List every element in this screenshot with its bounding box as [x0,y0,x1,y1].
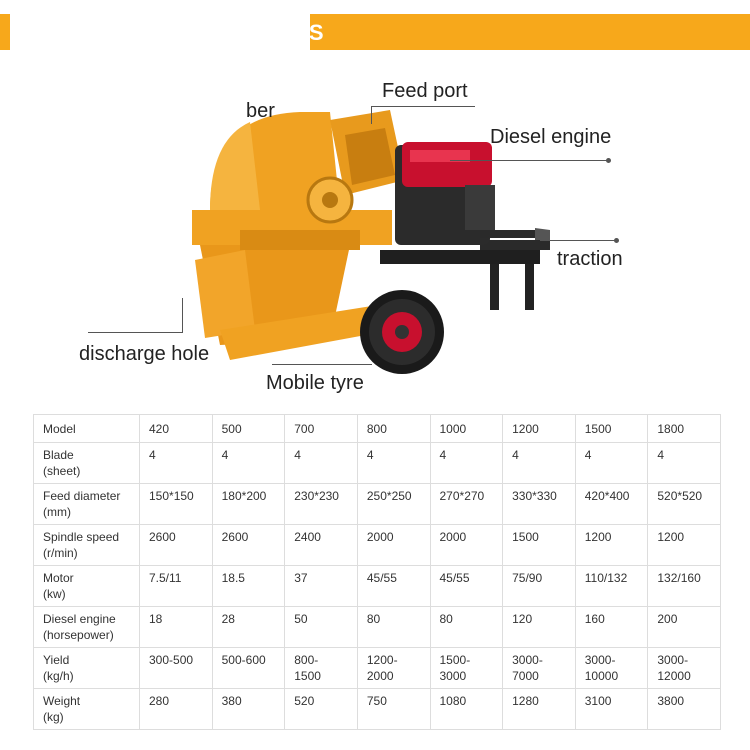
callout-line-diesel-engine [450,160,608,161]
cell-line: 45/55 [366,571,397,585]
table-cell [140,607,213,648]
table-cell [212,484,285,525]
table-cell [648,525,721,566]
table-row [34,484,721,525]
table-cell [140,415,213,443]
cell-line: 150*150 [149,489,194,503]
spec-table [33,414,721,730]
cell-line: 420 [149,422,170,436]
table-cell [503,443,576,484]
cell-line: 4 [439,448,447,462]
cell-line: 12000 [657,669,691,683]
table-cell [430,566,503,607]
cell-line: 160 [584,612,605,626]
table-cell [140,689,213,730]
table-cell [503,607,576,648]
row-header [34,484,140,525]
callout-mobile-tyre: Mobile tyre [266,372,364,394]
table-cell [285,566,358,607]
cell-line: 3100 [584,694,612,708]
table-cell [503,484,576,525]
cell-line: 800 [366,422,387,436]
row-header-line2: (kg/h) [43,669,74,683]
row-header [34,648,140,689]
callout-dot-traction [614,238,619,243]
cell-line: 330*330 [512,489,557,503]
table-cell [357,566,430,607]
row-header-line1: Spindle speed [43,530,120,544]
table-cell [357,648,430,689]
cell-line: 230*230 [294,489,339,503]
table-cell [430,484,503,525]
table-cell [648,566,721,607]
callout-partial-label: ber [246,100,275,122]
cell-line: 500 [221,422,242,436]
cell-line: 1280 [512,694,539,708]
cell-line: 700 [294,422,315,436]
row-header-line2: (sheet) [43,464,81,478]
callout-line-feed-port-vertical [371,106,372,124]
cell-line: 200 [657,612,678,626]
cell-line: 520*520 [657,489,703,503]
cell-line: 380 [221,694,242,708]
banner-white-block [10,14,310,50]
row-header-line2: (kw) [43,587,66,601]
cell-line: 1500 [584,422,612,436]
cell-line: 2600 [221,530,249,544]
table-row [34,415,721,443]
table-cell [575,525,648,566]
cell-line: 500-600 [221,653,266,667]
cell-line: 7.5/11 [149,571,182,585]
table-cell [140,566,213,607]
row-header-line2: (r/min) [43,546,78,560]
table-cell [648,415,721,443]
callout-dot-diesel-engine [606,158,611,163]
cell-line: 4 [584,448,592,462]
row-header [34,443,140,484]
table-cell [648,443,721,484]
row-header-line1: Diesel engine [43,612,116,626]
cell-line: 1200 [657,530,685,544]
callout-line-mobile-tyre [272,364,372,365]
cell-line: 4 [221,448,229,462]
cell-line: 1200 [584,530,612,544]
table-cell [430,525,503,566]
table-cell [285,443,358,484]
cell-line: 4 [512,448,519,462]
table-cell [430,607,503,648]
cell-line: 2000 [366,530,394,544]
cell-line: 1500- [439,653,471,667]
table-cell [575,607,648,648]
cell-line: 7000 [512,669,539,683]
cell-line: 4 [149,448,156,462]
table-cell [212,415,285,443]
table-cell [575,689,648,730]
cell-line: 1800 [657,422,685,436]
callout-traction: traction [557,248,623,270]
cell-line: 75/90 [512,571,543,585]
table-cell [575,484,648,525]
callout-line-traction [540,240,616,241]
cell-line: 4 [657,448,665,462]
table-cell [285,415,358,443]
table-cell [285,484,358,525]
cell-line: 4 [294,448,301,462]
row-header [34,415,140,443]
table-cell [503,566,576,607]
cell-line: 18 [149,612,163,626]
cell-line: 1000 [439,422,467,436]
cell-line: 110/132 [584,571,628,585]
cell-line: 1200 [512,422,539,436]
table-row [34,525,721,566]
table-cell [575,648,648,689]
table-row [34,566,721,607]
cell-line: 132/160 [657,571,701,585]
cell-line: 2600 [149,530,176,544]
cell-line: 3000- [512,653,543,667]
table-row [34,607,721,648]
table-cell [430,648,503,689]
table-cell [575,566,648,607]
cell-line: 80 [439,612,453,626]
table-cell [140,525,213,566]
table-cell [430,443,503,484]
table-cell [285,648,358,689]
cell-line: 18.5 [221,571,245,585]
callout-discharge-hole: discharge hole [79,343,210,365]
table-cell [357,689,430,730]
callout-line-feed-port [371,106,475,107]
cell-line: 800- [294,653,319,667]
table-cell [503,648,576,689]
row-header-line1: Motor [43,571,74,585]
cell-line: 45/55 [439,571,470,585]
table-cell [503,689,576,730]
cell-line: 37 [294,571,308,585]
cell-line: 3000- [584,653,616,667]
row-header-line2: (mm) [43,505,71,519]
table-cell [212,607,285,648]
row-header [34,525,140,566]
table-cell [430,415,503,443]
callout-diesel-engine: Diesel engine [490,126,612,148]
table-cell [140,484,213,525]
cell-line: 280 [149,694,170,708]
cell-line: 420*400 [584,489,630,503]
cell-line: 2400 [294,530,321,544]
table-row [34,648,721,689]
table-row [34,689,721,730]
table-row [34,443,721,484]
table-cell [357,484,430,525]
table-cell [140,443,213,484]
cell-line: 750 [366,694,387,708]
table-cell [285,607,358,648]
cell-line: 3800 [657,694,685,708]
row-header [34,566,140,607]
table-cell [430,689,503,730]
table-cell [575,415,648,443]
cell-line: 3000- [657,653,689,667]
table-cell [212,525,285,566]
table-cell [648,607,721,648]
callout-line-discharge-hole [88,332,182,333]
row-header-line2: (kg) [43,710,64,724]
cell-line: 270*270 [439,489,485,503]
cell-line: 3000 [439,669,467,683]
table-cell [285,689,358,730]
row-header [34,607,140,648]
row-header-line1: Yield [43,653,70,667]
table-cell [503,525,576,566]
table-cell [503,415,576,443]
row-header-line1: Feed diameter [43,489,121,503]
callout-line-discharge-hole-vertical [182,298,183,333]
row-header-line1: Weight [43,694,81,708]
table-cell [285,525,358,566]
row-header-line1: Model [43,422,76,436]
table-cell [212,648,285,689]
cell-line: 1200- [366,653,398,667]
cell-line: 1500 [294,669,321,683]
cell-line: 2000 [439,530,467,544]
row-header-line1: Blade [43,448,74,462]
table-cell [575,443,648,484]
header-banner [0,14,750,50]
callout-feed-port: Feed port [382,80,468,102]
cell-line: 80 [366,612,381,626]
table-cell [648,648,721,689]
cell-line: 520 [294,694,315,708]
cell-line: 250*250 [366,489,412,503]
table-cell [357,415,430,443]
table-cell [357,525,430,566]
cell-line: 10000 [584,669,619,683]
cell-line: 1080 [439,694,467,708]
banner-title: RS [292,20,325,45]
table-cell [140,648,213,689]
cell-line: 50 [294,612,308,626]
cell-line: 120 [512,612,533,626]
cell-line: 300-500 [149,653,194,667]
table-cell [212,566,285,607]
table-cell [648,484,721,525]
row-header [34,689,140,730]
cell-line: 180*200 [221,489,267,503]
cell-line: 1500 [512,530,539,544]
table-cell [357,607,430,648]
table-cell [212,443,285,484]
cell-line: 2000 [366,669,394,683]
table-cell [357,443,430,484]
row-header-line2: (horsepower) [43,628,114,642]
cell-line: 4 [366,448,374,462]
table-cell [212,689,285,730]
table-cell [648,689,721,730]
cell-line: 28 [221,612,235,626]
